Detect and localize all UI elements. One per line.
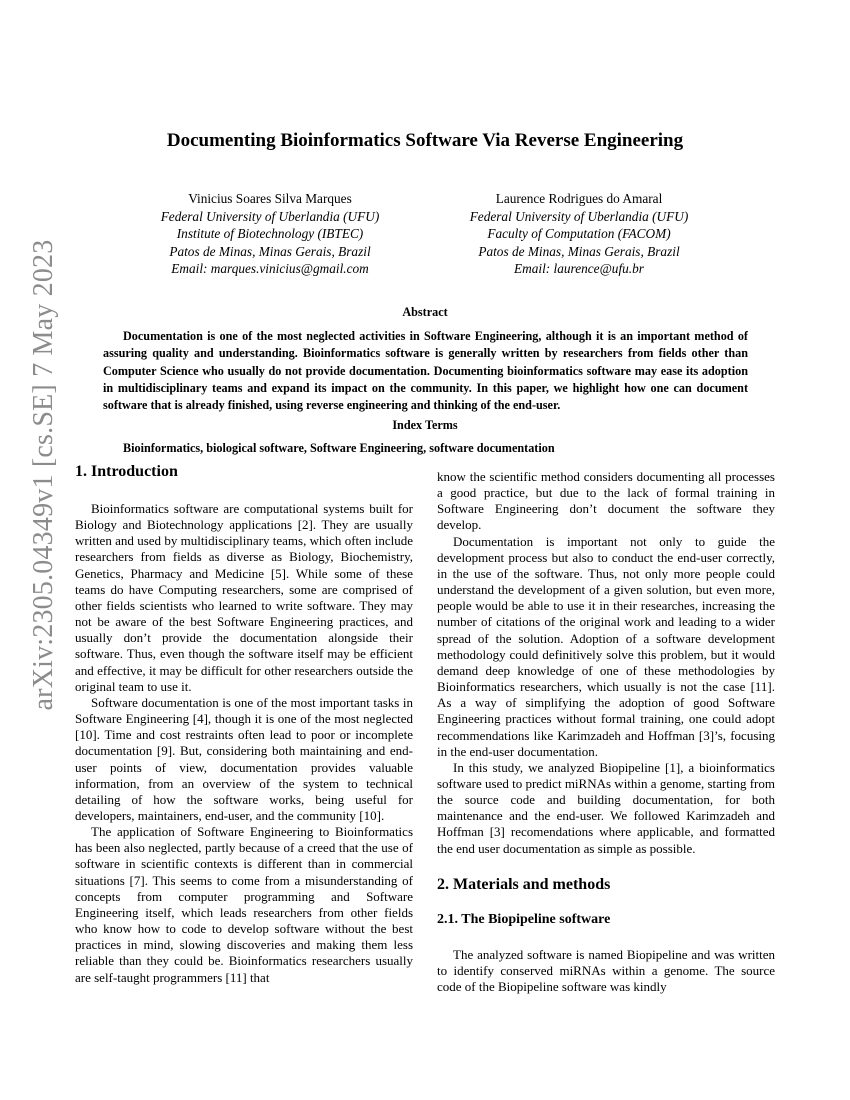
body-paragraph: Documentation is important not only to guide the development process but also to conduct the end-user correctly, in the use of the software. Thus, not only more people could understand the development of a given solution, but even more, people would be able to use it in their researches, increasing the number of citations of the original work and leading to a wider spread of the solution. Adoption of a software development methodology could definitively solve this problem, but it would demand deep knowledge of one of these methodologies by Bioinformatics researchers, which usually is not the case [11]. As a way of simplifying the adoption of good Software Engineering practices without formal training, one could adopt recommendations like Karimzadeh and Hoffman [3]’s, focusing in the end-user documentation. — [437, 533, 775, 759]
paper-title: Documenting Bioinformatics Software Via Reverse Engineering — [166, 130, 684, 151]
left-column — [75, 462, 413, 986]
body-paragraph: The analyzed software is named Biopipeline and was written to identify conserved miRNAs within a genome. The source code of the Biopipeline software was kindly — [437, 946, 775, 995]
section-heading-introduction: 1. Introduction — [75, 463, 178, 480]
body-paragraph: The application of Software Engineering to Bioinformatics has been also neglected, partly because of a creed that the use of software in scientific contexts is different than in commercial situations [7]. This seems to come from a misunderstanding of concepts from computer programming and Software Engineering itself, which leads researchers from other fields who know how to code to develop software without the best practices in mind, slowing discoveries and making them less reliable than they could be. Bioinformatics researchers usually are self-taught programmers [11] that — [75, 824, 413, 985]
author-department: Institute of Biotechnology (IBTEC) — [176, 226, 364, 242]
index-terms-text: Bioinformatics, biological software, Software Engineering, software documentation — [123, 441, 555, 455]
author-name: Vinicius Soares Silva Marques — [188, 191, 352, 206]
author-block-1 — [140, 190, 400, 278]
author-email: Email: laurence@ufu.br — [514, 261, 644, 277]
author-department: Faculty of Computation (FACOM) — [487, 226, 671, 242]
author-block-2 — [448, 190, 710, 278]
body-paragraph-continued: know the scientific method considers documenting all processes a good practice, but due to the lack of formal training in Software Engineering don’t document the software they develop. — [437, 469, 775, 533]
subsection-heading-biopipeline: 2.1. The Biopipeline software — [437, 911, 611, 927]
body-paragraph: Software documentation is one of the most important tasks in Software Engineering [4], though it is one of the most neglected [10]. Time and cost restraints often lead to poor or incomplete documentation [9]. But, considering both maintaining and end-user points of view, documentation provides valuable information, from an overview of the system to technical detailing of how the software works, being useful for developers, maintainers, end-user, and the community [10]. — [75, 694, 413, 823]
abstract-text: Documentation is one of the most neglected activities in Software Engineering, although it is an important method of assuring quality and understanding. Bioinformatics software is generally written by researchers from fields other than Computer Science who usually do not provide documentation. Documenting bioinformatics software may ease its adoption in multidisciplinary teams and expand its impact on the community. In this paper, we highlight how one can document software that is already finished, using reverse engineering and thinking of the end-user. — [103, 329, 748, 413]
author-affiliation: Federal University of Uberlandia (UFU) — [160, 208, 380, 224]
author-location: Patos de Minas, Minas Gerais, Brazil — [169, 243, 371, 259]
author-affiliation: Federal University of Uberlandia (UFU) — [469, 208, 689, 224]
author-email: Email: marques.vinicius@gmail.com — [171, 261, 369, 277]
abstract-heading: Abstract — [402, 305, 448, 319]
section-heading-materials-methods: 2. Materials and methods — [437, 875, 611, 893]
author-location: Patos de Minas, Minas Gerais, Brazil — [478, 243, 680, 259]
body-paragraph: In this study, we analyzed Biopipeline [1], a bioinformatics software used to predict miRNAs within a genome, starting from the source code and building documentation, for both maintenance and the end-user. We followed Karimzadeh and Hoffman [3] recomendations where applicable, and formatted the end user documentation as simple as possible. — [437, 759, 775, 856]
index-terms-heading: Index Terms — [392, 418, 458, 432]
right-column — [437, 469, 775, 995]
arxiv-identifier-stamp: arXiv:2305.04349v1 [cs.SE] 7 May 2023 — [28, 239, 59, 711]
body-paragraph: Bioinformatics software are computational systems built for Biology and Biotechnology applications [2]. They are usually written and used by multidisciplinary teams, which often include researchers from fields as diverse as Biology, Biochemistry, Genetics, Pharmacy and Medicine [5]. While some of these teams do have Computing researchers, some are comprised of other fields scientists who learned to write software. They may not be aware of the best Software Engineering practices, and usually don’t provide the documentation alongside their software. Thus, even though the software itself may be efficient and effective, it may be difficult for other researchers outside the original team to use it. — [75, 501, 413, 694]
author-name: Laurence Rodrigues do Amaral — [495, 191, 663, 206]
